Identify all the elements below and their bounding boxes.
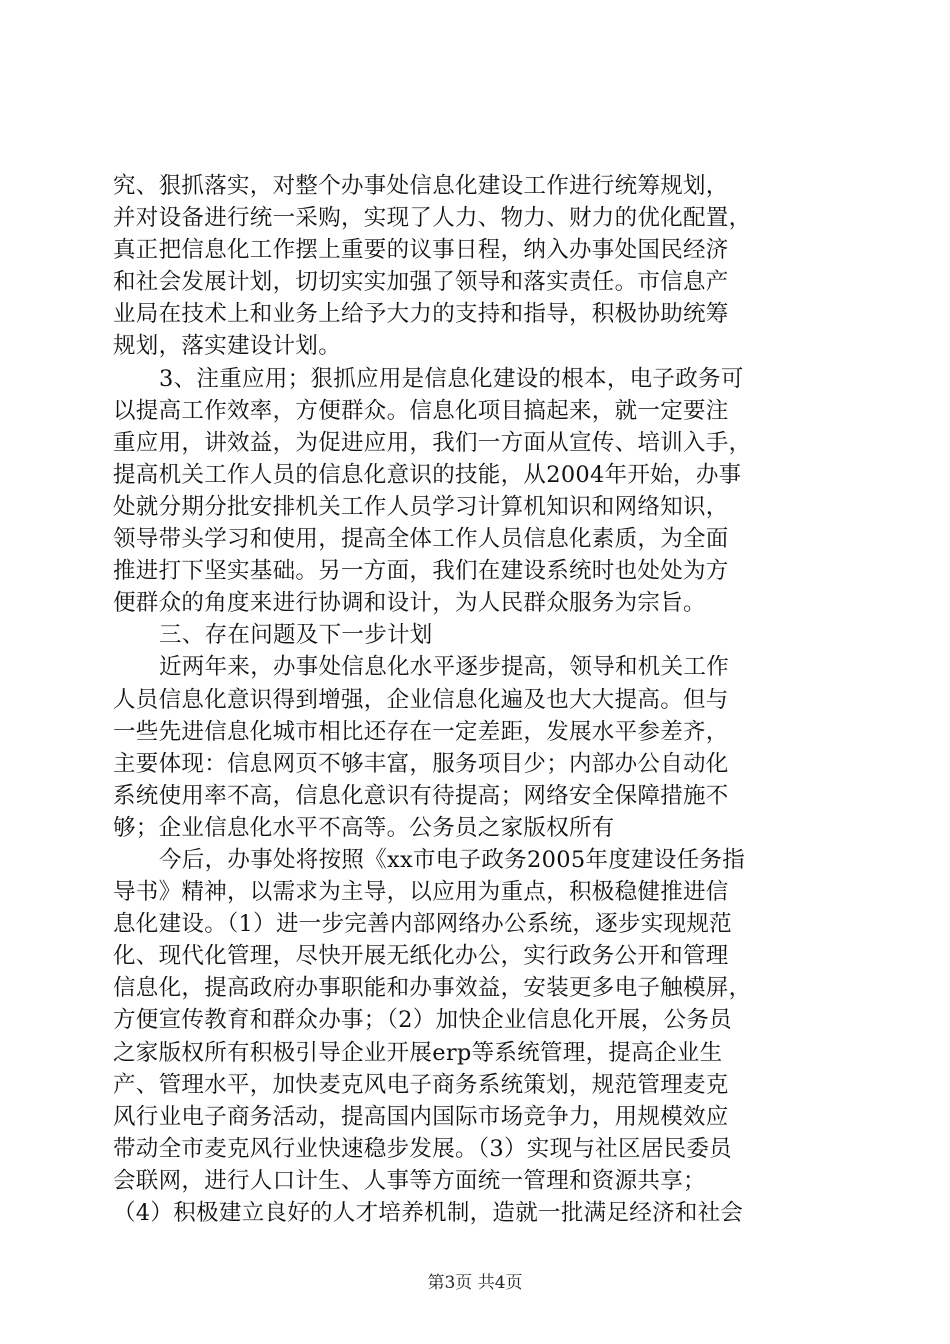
page-number-footer: 第3页 共4页 bbox=[427, 1273, 523, 1293]
paragraph-start: 今后，办事处将按照《xx市电子政务2005年度建设任务指 bbox=[159, 846, 746, 873]
paragraph-start: 3、注重应用；狠抓应用是信息化建设的根本，电子政务可 bbox=[159, 365, 744, 392]
text-line: 产、管理水平，加快麦克风电子商务系统策划，规范管理麦克 bbox=[113, 1071, 729, 1098]
text-line: 信息化，提高政府办事职能和办事效益，安装更多电子触模屏， bbox=[113, 975, 752, 1002]
text-line: 业局在技术上和业务上给予大力的支持和指导，积极协助统筹 bbox=[113, 301, 729, 328]
text-line: （4）积极建立良好的人才培养机制，造就一批满足经济和社会 bbox=[113, 1200, 744, 1226]
text-line: 规划，落实建设计划。 bbox=[113, 333, 342, 360]
text-line: 风行业电子商务活动，提高国内国际市场竞争力，用规模效应 bbox=[113, 1103, 729, 1130]
paragraph-start: 近两年来，办事处信息化水平逐步提高，领导和机关工作 bbox=[159, 654, 730, 681]
text-line: 领导带头学习和使用，提高全体工作人员信息化素质，为全面 bbox=[113, 526, 729, 553]
body-text bbox=[113, 170, 843, 1229]
text-line: 系统使用率不高，信息化意识有待提高；网络安全保障措施不 bbox=[113, 782, 729, 809]
text-line: 主要体现：信息网页不够丰富，服务项目少；内部办公自动化 bbox=[113, 750, 729, 777]
text-line: 并对设备进行统一采购，实现了人力、物力、财力的优化配置， bbox=[113, 205, 752, 232]
text-line: 带动全市麦克风行业快速稳步发展。（3）实现与社区居民委员 bbox=[113, 1135, 732, 1162]
text-line: 会联网，进行人口计生、人事等方面统一管理和资源共享； bbox=[113, 1167, 706, 1194]
text-line: 一些先进信息化城市相比还存在一定差距，发展水平参差齐， bbox=[113, 718, 729, 745]
text-line: 便群众的角度来进行协调和设计，为人民群众服务为宗旨。 bbox=[113, 590, 706, 617]
text-line: 方便宣传教育和群众办事；（2）加快企业信息化开展，公务员 bbox=[113, 1007, 732, 1034]
text-line: 之家版权所有积极引导企业开展erp等系统管理，提高企业生 bbox=[113, 1039, 723, 1066]
text-line: 提高机关工作人员的信息化意识的技能，从2004年开始，办事 bbox=[113, 461, 742, 488]
text-line: 处就分期分批安排机关工作人员学习计算机知识和网络知识， bbox=[113, 493, 729, 520]
text-line: 导书》精神，以需求为主导，以应用为重点，积极稳健推进信 bbox=[113, 879, 729, 906]
text-line: 究、狠抓落实，对整个办事处信息化建设工作进行统筹规划， bbox=[113, 173, 729, 199]
text-line: 人员信息化意识得到增强，企业信息化遍及也大大提高。但与 bbox=[113, 686, 729, 713]
text-line: 以提高工作效率，方便群众。信息化项目搞起来，就一定要注 bbox=[113, 397, 729, 424]
text-line: 够；企业信息化水平不高等。公务员之家版权所有 bbox=[113, 814, 615, 841]
text-line: 真正把信息化工作摆上重要的议事日程，纳入办事处国民经济 bbox=[113, 237, 729, 264]
section-heading: 三、存在问题及下一步计划 bbox=[159, 622, 433, 649]
text-line: 息化建设。（1）进一步完善内部网络办公系统，逐步实现规范 bbox=[113, 911, 732, 938]
text-line: 重应用，讲效益，为促进应用，我们一方面从宣传、培训入手， bbox=[113, 429, 752, 456]
text-line: 推进打下坚实基础。另一方面，我们在建设系统时也处处为方 bbox=[113, 558, 729, 585]
text-line: 和社会发展计划，切切实实加强了领导和落实责任。市信息产 bbox=[113, 269, 729, 296]
text-line: 化、现代化管理，尽快开展无纸化办公，实行政务公开和管理 bbox=[113, 943, 729, 970]
